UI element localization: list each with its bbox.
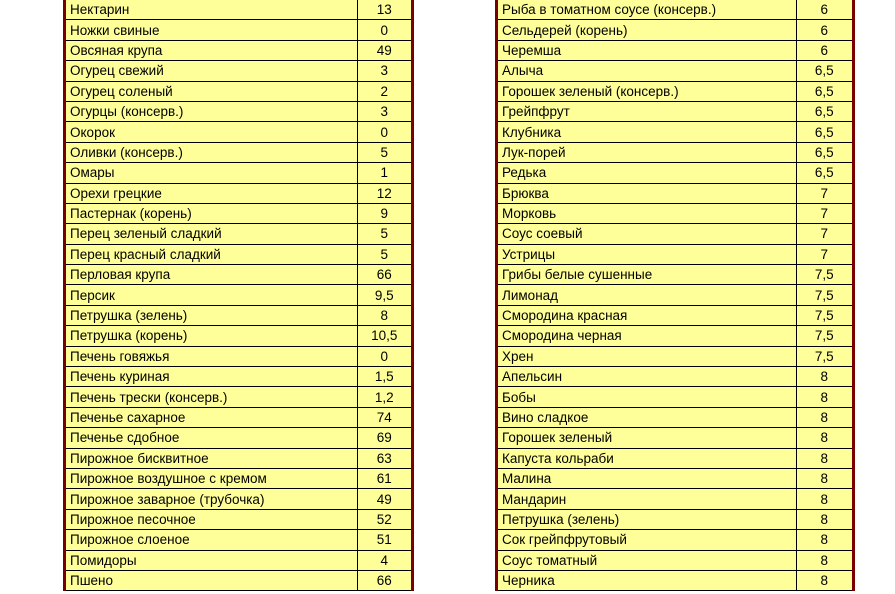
product-name-cell[interactable]: Печень говяжья (65, 346, 358, 366)
product-value-cell[interactable]: 8 (796, 448, 853, 468)
product-name-cell[interactable]: Сок грейпфрутовый (497, 530, 797, 550)
product-value-cell[interactable]: 51 (357, 530, 412, 550)
product-value-cell[interactable]: 6,5 (796, 61, 853, 81)
product-name-cell[interactable]: Редька (497, 163, 797, 183)
product-value-cell[interactable]: 1,2 (357, 387, 412, 407)
product-value-cell[interactable]: 8 (796, 489, 853, 509)
product-name-cell[interactable]: Устрицы (497, 244, 797, 264)
product-name-cell[interactable]: Смородина черная (497, 326, 797, 346)
table-row (497, 407, 854, 427)
product-value-cell[interactable]: 8 (796, 387, 853, 407)
product-name-cell[interactable]: Омары (65, 163, 358, 183)
product-value-cell[interactable]: 49 (357, 489, 412, 509)
table-row (65, 122, 413, 142)
table-row (497, 509, 854, 529)
product-name-cell[interactable]: Хрен (497, 346, 797, 366)
table-row (497, 61, 854, 81)
table-row (497, 224, 854, 244)
product-name-cell[interactable]: Орехи грецкие (65, 183, 358, 203)
product-value-cell[interactable]: 6 (796, 20, 853, 40)
table-row (65, 0, 413, 20)
product-value-cell[interactable]: 8 (796, 509, 853, 529)
table-row (65, 203, 413, 223)
product-name-cell[interactable]: Пирожное воздушное с кремом (65, 468, 358, 488)
table-row (65, 163, 413, 183)
product-value-cell[interactable]: 6 (796, 0, 853, 20)
table-row (497, 346, 854, 366)
product-value-cell[interactable]: 7 (796, 203, 853, 223)
product-value-cell[interactable]: 7,5 (796, 265, 853, 285)
table-row (497, 183, 854, 203)
table-row (65, 20, 413, 40)
product-value-cell[interactable]: 6 (796, 40, 853, 60)
product-value-cell[interactable]: 7,5 (796, 346, 853, 366)
table-row (497, 489, 854, 509)
table-row (65, 509, 413, 529)
product-value-cell[interactable]: 5 (357, 142, 412, 162)
product-name-cell[interactable]: Печень трески (консерв.) (65, 387, 358, 407)
product-value-cell[interactable]: 5 (357, 244, 412, 264)
table-row (65, 367, 413, 387)
table-row (497, 305, 854, 325)
table-row (497, 468, 854, 488)
table-row (65, 142, 413, 162)
table-row (65, 550, 413, 570)
product-name-cell[interactable]: Печень куриная (65, 367, 358, 387)
product-name-cell[interactable]: Горошек зеленый (консерв.) (497, 81, 797, 101)
product-name-cell[interactable]: Петрушка (корень) (65, 326, 358, 346)
product-value-cell[interactable]: 6,5 (796, 101, 853, 121)
product-name-cell[interactable]: Перец красный сладкий (65, 244, 358, 264)
product-value-cell[interactable]: 8 (796, 550, 853, 570)
table-row (497, 285, 854, 305)
product-value-cell[interactable]: 8 (357, 305, 412, 325)
right-table-body (497, 0, 854, 591)
table-row (497, 122, 854, 142)
product-name-cell[interactable]: Черника (497, 570, 797, 590)
table-row (497, 81, 854, 101)
product-value-cell[interactable]: 8 (796, 428, 853, 448)
product-name-cell[interactable]: Брюква (497, 183, 797, 203)
table-row (65, 489, 413, 509)
table-row (65, 387, 413, 407)
product-value-cell[interactable]: 8 (796, 570, 853, 590)
product-value-cell[interactable]: 2 (357, 81, 412, 101)
product-value-cell[interactable]: 0 (357, 346, 412, 366)
product-name-cell[interactable]: Мандарин (497, 489, 797, 509)
table-row (497, 387, 854, 407)
product-value-cell[interactable]: 52 (357, 509, 412, 529)
product-name-cell[interactable]: Огурец соленый (65, 81, 358, 101)
table-row (65, 224, 413, 244)
table-row (497, 40, 854, 60)
product-value-cell[interactable]: 74 (357, 407, 412, 427)
product-name-cell[interactable]: Лук-порей (497, 142, 797, 162)
product-value-cell[interactable]: 8 (796, 468, 853, 488)
left-food-table (63, 0, 414, 591)
table-row (497, 244, 854, 264)
product-name-cell[interactable]: Алыча (497, 61, 797, 81)
product-value-cell[interactable]: 9,5 (357, 285, 412, 305)
product-name-cell[interactable]: Черемша (497, 40, 797, 60)
product-name-cell[interactable]: Клубника (497, 122, 797, 142)
table-row (497, 367, 854, 387)
product-value-cell[interactable]: 7 (796, 183, 853, 203)
product-name-cell[interactable]: Огурцы (консерв.) (65, 101, 358, 121)
product-value-cell[interactable]: 7 (796, 224, 853, 244)
product-value-cell[interactable]: 7,5 (796, 305, 853, 325)
table-row (497, 101, 854, 121)
product-name-cell[interactable]: Грибы белые сушенные (497, 265, 797, 285)
product-name-cell[interactable]: Овсяная крупа (65, 40, 358, 60)
product-value-cell[interactable]: 5 (357, 224, 412, 244)
product-value-cell[interactable]: 9 (357, 203, 412, 223)
product-name-cell[interactable]: Пшено (65, 570, 358, 590)
table-row (497, 203, 854, 223)
product-name-cell[interactable]: Пирожное слоеное (65, 530, 358, 550)
product-value-cell[interactable]: 3 (357, 61, 412, 81)
product-value-cell[interactable]: 6,5 (796, 163, 853, 183)
product-name-cell[interactable]: Петрушка (зелень) (65, 305, 358, 325)
table-row (65, 346, 413, 366)
product-value-cell[interactable]: 6,5 (796, 122, 853, 142)
product-name-cell[interactable]: Пирожное бисквитное (65, 448, 358, 468)
table-row (65, 407, 413, 427)
table-row (65, 81, 413, 101)
left-table-body (65, 0, 413, 591)
product-name-cell[interactable]: Бобы (497, 387, 797, 407)
table-row (65, 305, 413, 325)
product-name-cell[interactable]: Петрушка (зелень) (497, 509, 797, 529)
table-row (497, 550, 854, 570)
product-value-cell[interactable]: 61 (357, 468, 412, 488)
product-name-cell[interactable]: Сельдерей (корень) (497, 20, 797, 40)
product-name-cell[interactable]: Нектарин (65, 0, 358, 20)
table-row (65, 448, 413, 468)
product-name-cell[interactable]: Малина (497, 468, 797, 488)
product-name-cell[interactable]: Смородина красная (497, 305, 797, 325)
product-name-cell[interactable]: Морковь (497, 203, 797, 223)
table-row (497, 265, 854, 285)
table-row (65, 40, 413, 60)
table-row (497, 570, 854, 590)
product-name-cell[interactable]: Окорок (65, 122, 358, 142)
table-row (65, 101, 413, 121)
product-name-cell[interactable]: Печенье сдобное (65, 428, 358, 448)
product-name-cell[interactable]: Грейпфрут (497, 101, 797, 121)
product-name-cell[interactable]: Соус соевый (497, 224, 797, 244)
product-value-cell[interactable]: 4 (357, 550, 412, 570)
table-row (65, 428, 413, 448)
product-name-cell[interactable]: Капуста кольраби (497, 448, 797, 468)
table-row (497, 448, 854, 468)
product-name-cell[interactable]: Помидоры (65, 550, 358, 570)
table-row (497, 326, 854, 346)
table-row (65, 244, 413, 264)
product-value-cell[interactable]: 1,5 (357, 367, 412, 387)
table-row (65, 285, 413, 305)
product-value-cell[interactable]: 8 (796, 530, 853, 550)
product-value-cell[interactable]: 66 (357, 570, 412, 590)
table-row (497, 20, 854, 40)
product-name-cell[interactable]: Огурец свежий (65, 61, 358, 81)
product-value-cell[interactable]: 3 (357, 101, 412, 121)
product-name-cell[interactable]: Печенье сахарное (65, 407, 358, 427)
product-value-cell[interactable]: 6,5 (796, 81, 853, 101)
product-name-cell[interactable]: Апельсин (497, 367, 797, 387)
table-row (497, 530, 854, 550)
product-value-cell[interactable]: 10,5 (357, 326, 412, 346)
table-row (65, 530, 413, 550)
product-value-cell[interactable]: 6,5 (796, 142, 853, 162)
table-row (497, 0, 854, 20)
product-name-cell[interactable]: Ножки свиные (65, 20, 358, 40)
table-row (65, 183, 413, 203)
table-row (65, 61, 413, 81)
table-row (65, 265, 413, 285)
product-value-cell[interactable]: 13 (357, 0, 412, 20)
product-name-cell[interactable]: Оливки (консерв.) (65, 142, 358, 162)
product-name-cell[interactable]: Пирожное заварное (трубочка) (65, 489, 358, 509)
product-name-cell[interactable]: Горошек зеленый (497, 428, 797, 448)
product-value-cell[interactable]: 49 (357, 40, 412, 60)
product-value-cell[interactable]: 0 (357, 122, 412, 142)
product-value-cell[interactable]: 12 (357, 183, 412, 203)
product-value-cell[interactable]: 66 (357, 265, 412, 285)
table-row (65, 326, 413, 346)
product-name-cell[interactable]: Персик (65, 285, 358, 305)
product-value-cell[interactable]: 63 (357, 448, 412, 468)
product-value-cell[interactable]: 1 (357, 163, 412, 183)
right-food-table (495, 0, 855, 591)
table-row (497, 428, 854, 448)
product-name-cell[interactable]: Перец зеленый сладкий (65, 224, 358, 244)
table-row (497, 163, 854, 183)
table-row (65, 468, 413, 488)
product-name-cell[interactable]: Перловая крупа (65, 265, 358, 285)
product-name-cell[interactable]: Рыба в томатном соусе (консерв.) (497, 0, 797, 20)
product-name-cell[interactable]: Вино сладкое (497, 407, 797, 427)
product-value-cell[interactable]: 7 (796, 244, 853, 264)
product-value-cell[interactable]: 8 (796, 407, 853, 427)
table-row (497, 142, 854, 162)
product-value-cell[interactable]: 0 (357, 20, 412, 40)
product-name-cell[interactable]: Лимонад (497, 285, 797, 305)
product-value-cell[interactable]: 7,5 (796, 285, 853, 305)
product-value-cell[interactable]: 7,5 (796, 326, 853, 346)
product-value-cell[interactable]: 69 (357, 428, 412, 448)
table-row (65, 570, 413, 590)
product-value-cell[interactable]: 8 (796, 367, 853, 387)
product-name-cell[interactable]: Пастернак (корень) (65, 203, 358, 223)
product-name-cell[interactable]: Соус томатный (497, 550, 797, 570)
product-name-cell[interactable]: Пирожное песочное (65, 509, 358, 529)
